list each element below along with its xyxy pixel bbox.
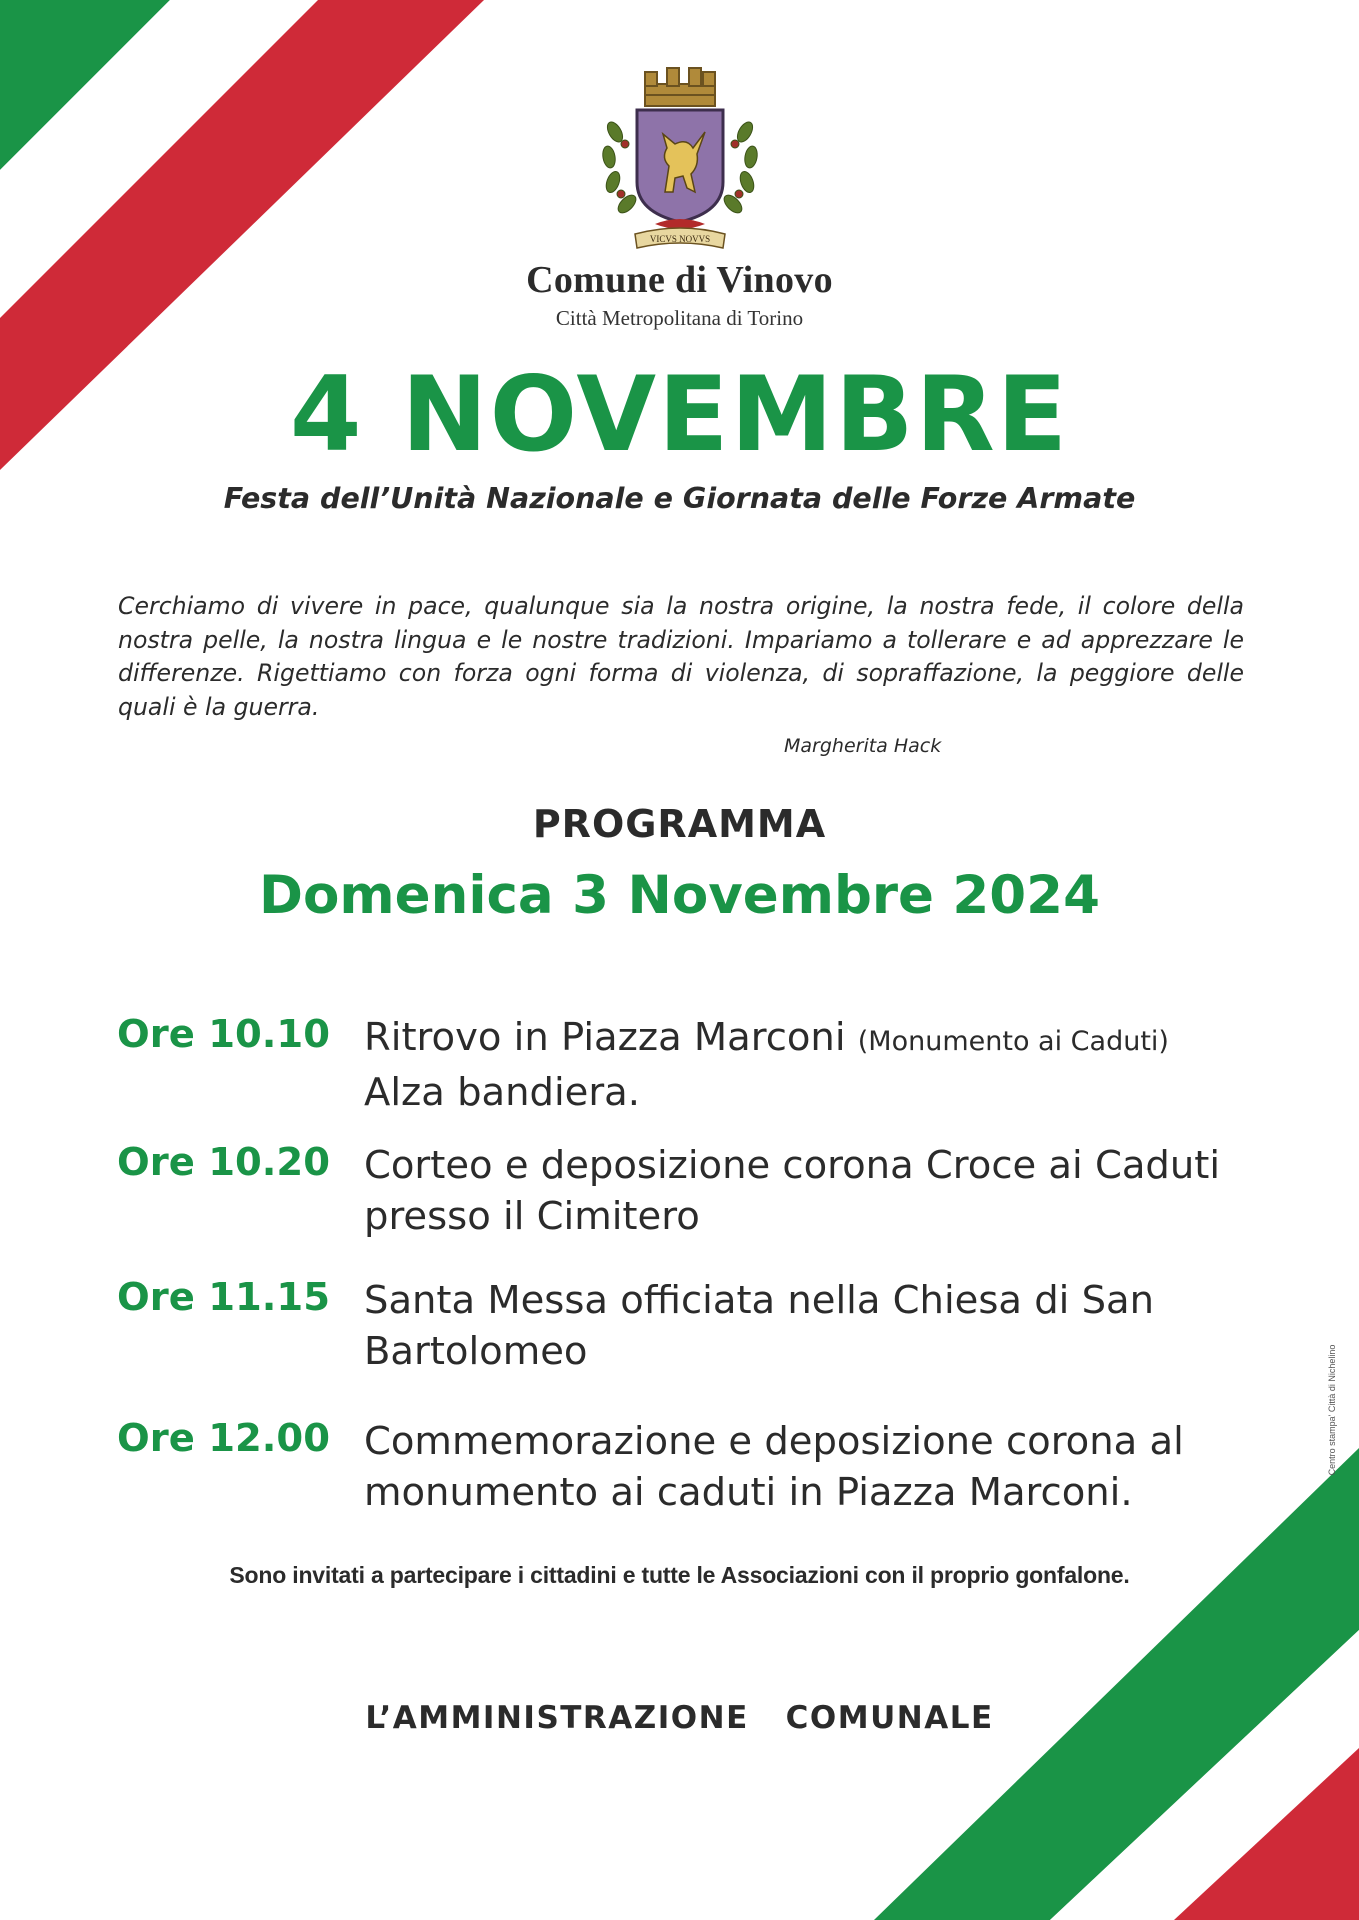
- crest-motto: VICVS NOVVS: [649, 234, 711, 244]
- invitation-note: Sono invitati a partecipare i cittadini e tutte le Associazioni con il proprio gonfalone.: [229, 1562, 1130, 1588]
- comune-crest-logo: [595, 62, 765, 262]
- program-description: [364, 1012, 1284, 1118]
- signature: L’AMMINISTRAZIONE COMUNALE: [365, 1700, 994, 1736]
- program-text: Corteo e deposizione corona Croce ai Caduti presso il Cimitero: [364, 1143, 1221, 1239]
- crown-icon: [645, 68, 715, 106]
- quote-author: Margherita Hack: [784, 735, 942, 757]
- event-subtitle: Festa dell’Unità Nazionale e Giornata delle Forze Armate: [223, 482, 1136, 515]
- program-time: Ore 10.20: [117, 1140, 331, 1185]
- print-credit: Centro stampa' Città di Nichelino: [1327, 1344, 1337, 1476]
- program-time: Ore 11.15: [117, 1275, 331, 1320]
- program-text: Commemorazione e deposizione corona al monumento ai caduti in Piazza Marconi.: [364, 1419, 1184, 1515]
- main-title: 4 NOVEMBRE: [289, 355, 1070, 475]
- program-time: Ore 12.00: [117, 1416, 331, 1461]
- event-date: Domenica 3 Novembre 2024: [259, 865, 1100, 926]
- comune-subtitle: Città Metropolitana di Torino: [555, 306, 804, 330]
- program-text-line2: Alza bandiera.: [364, 1070, 640, 1115]
- program-note: (Monumento ai Caduti): [857, 1026, 1169, 1057]
- quote-text: Cerchiamo di vivere in pace, qualunque sia la nostra origine, la nostra fede, il colore della nostra pelle, la nostra lingua e le nostre tradizioni. Impariamo a tollerare e ad apprezzare le differenze. Rigettiamo con forza ogni forma di violenza, di sopraffazione, la peggiore delle quali è la guerra.: [118, 592, 1244, 721]
- program-text: Ritrovo in Piazza Marconi: [364, 1015, 846, 1060]
- program-time: Ore 10.10: [117, 1012, 331, 1057]
- comune-name: Comune di Vinovo: [526, 259, 833, 301]
- program-text: Santa Messa officiata nella Chiesa di San Bartolomeo: [364, 1278, 1155, 1374]
- programma-heading: PROGRAMMA: [532, 802, 827, 846]
